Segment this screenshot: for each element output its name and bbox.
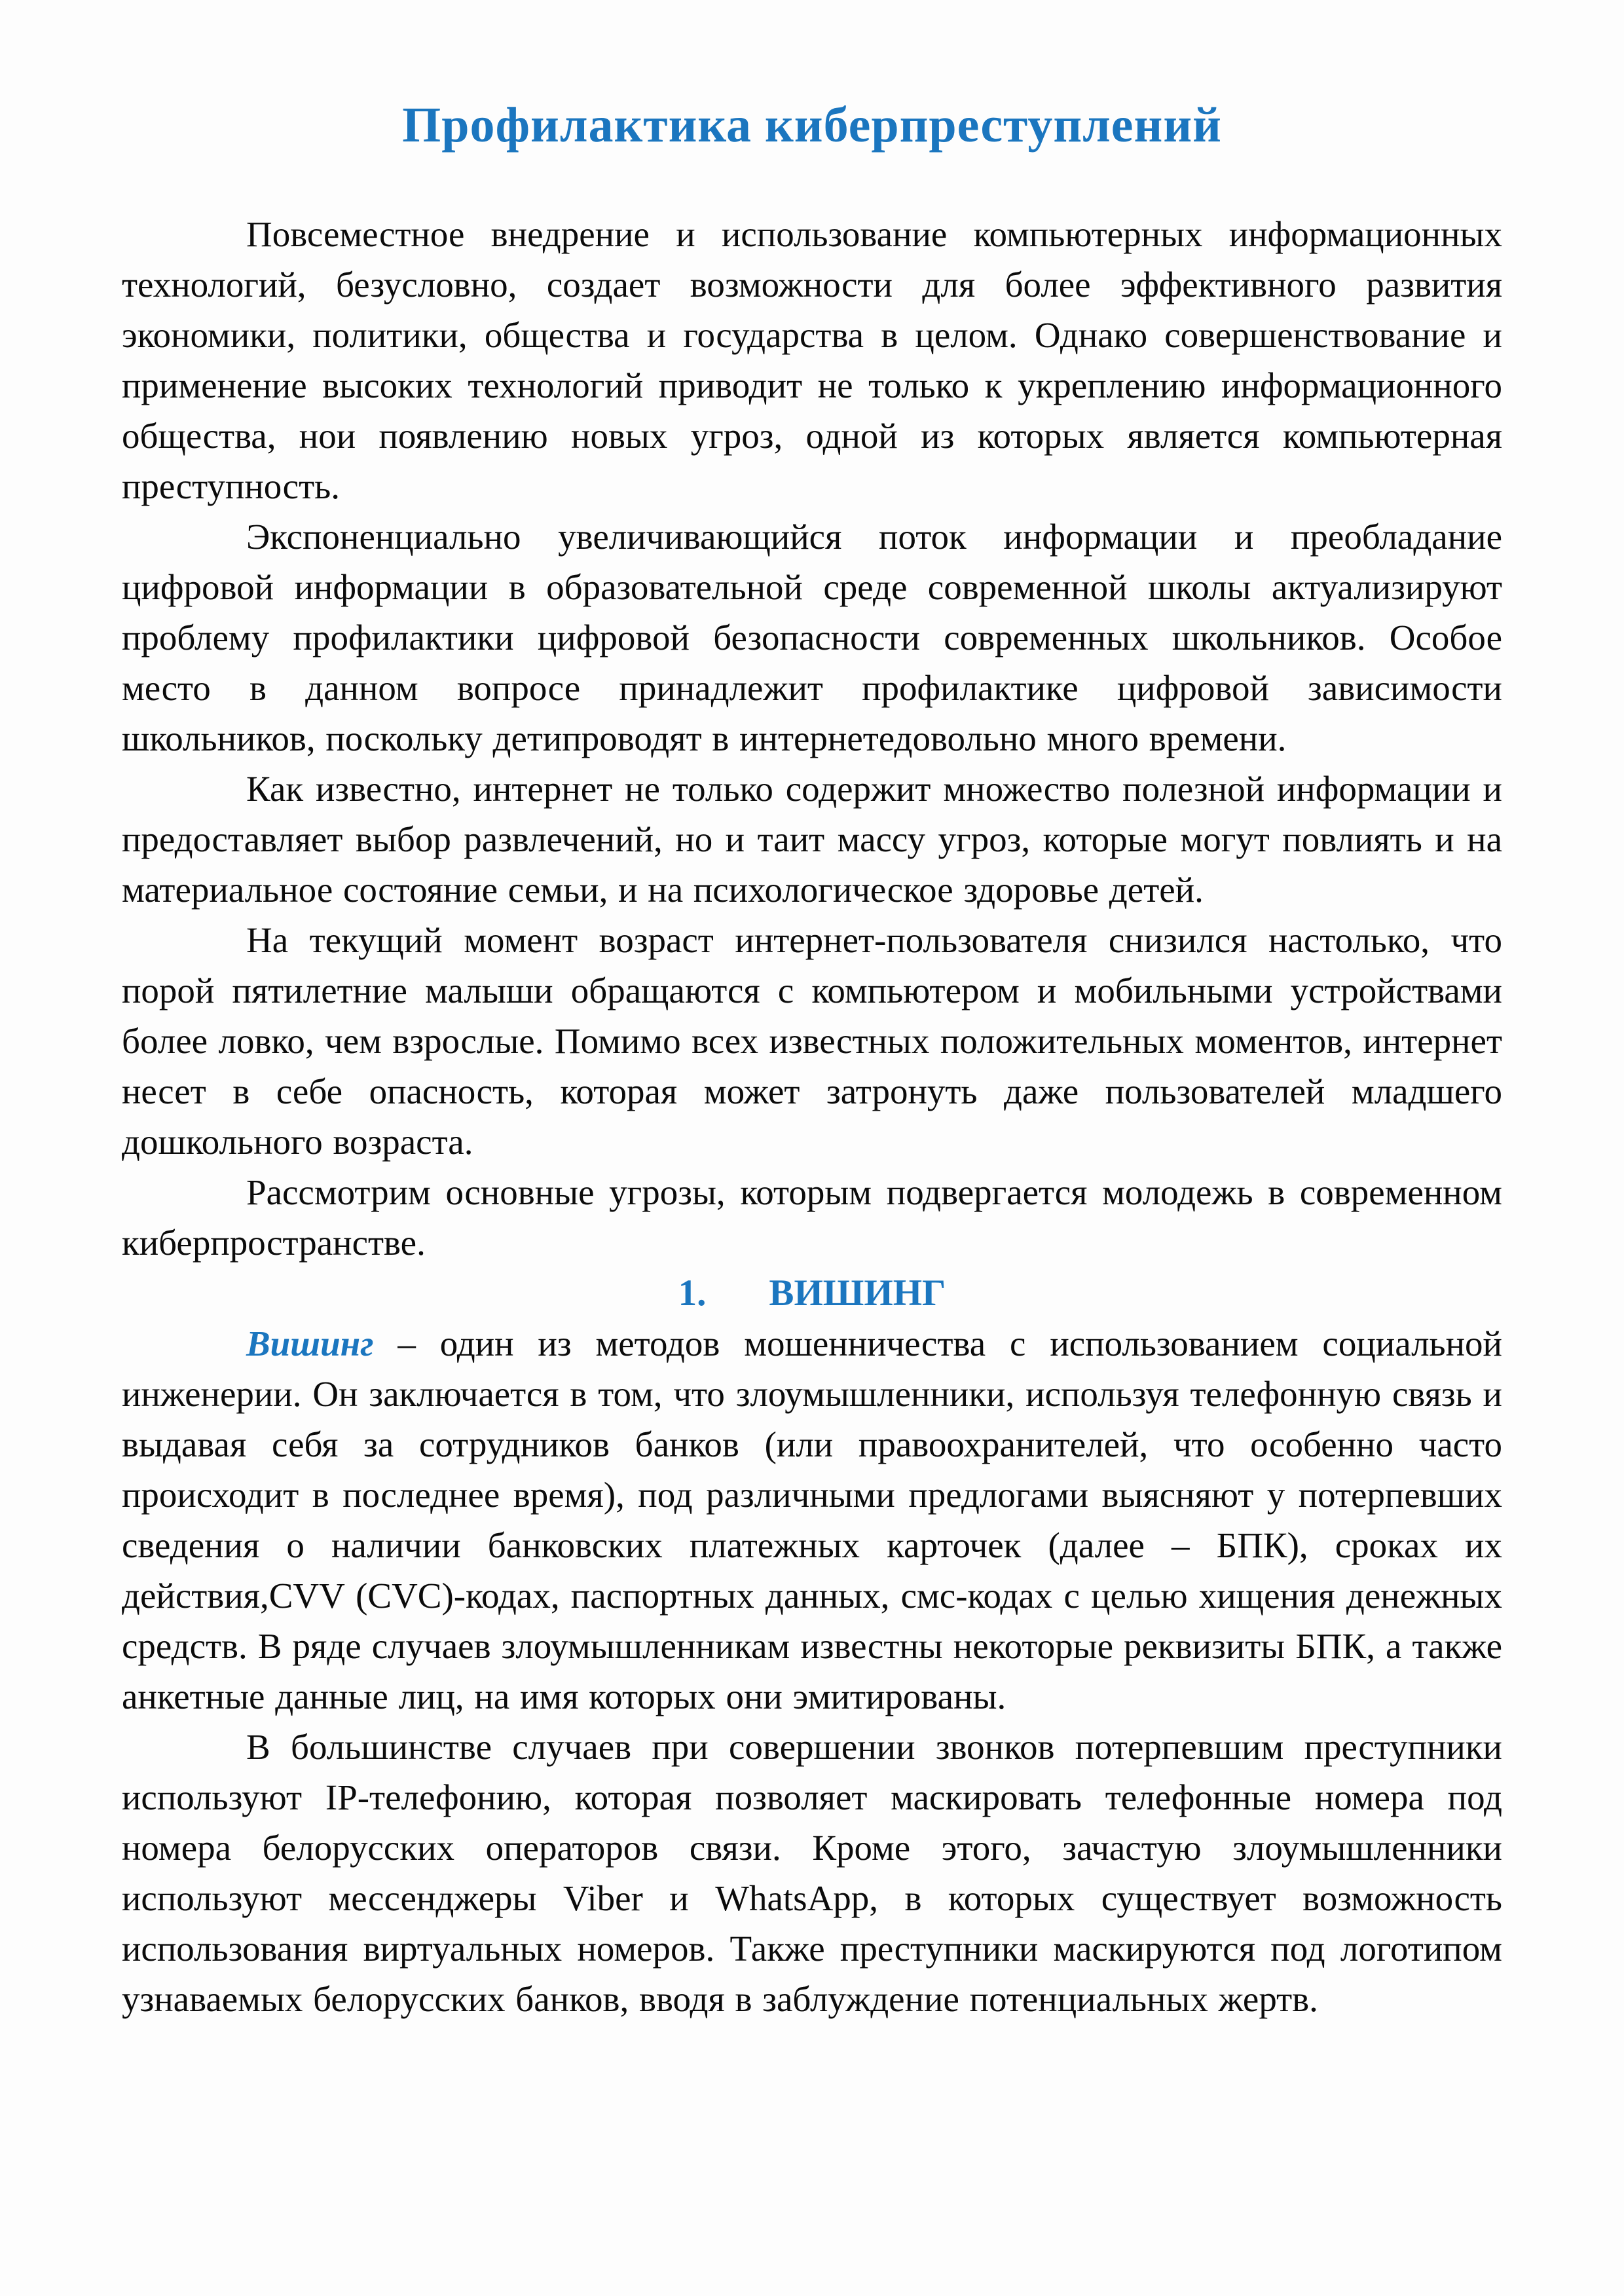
section-1-heading	[122, 1268, 1502, 1318]
document-title: Профилактика киберпреступлений	[402, 98, 1222, 153]
paragraph-vishing-definition	[122, 1318, 1502, 1722]
paragraph-user-age: На текущий момент возраст интернет-пользователя снизился настолько, что порой пятилетние малыши обращаются с компьютером и мобильными устройствами более ловко, чем взрослые. Помимо всех известных положительных моментов, интернет несет в себе опасность, которая может затронуть даже пользователей младшего дошкольного возраста.	[122, 920, 1502, 1162]
paragraph-ip-telephony: В большинстве случаев при совершении звонков потерпевшим преступники используют IP-телефонию, которая позволяет маскировать телефонные номера под номера белорусских операторов связи. Кроме этого, зачастую злоумышленники используют мессенджеры Viber и WhatsApp, в которых существует возможность использования виртуальных номеров. Также преступники маскируются под логотипом узнаваемых белорусских банков, вводя в заблуждение потенциальных жертв.	[122, 1727, 1502, 2020]
paragraph-information-flow: Экспоненциально увеличивающийся поток информации и преобладание цифровой информации в образовательной среде современной школы актуализируют проблему профилактики цифровой безопасности современных школьников. Особое место в данном вопросе принадлежит профилактике цифровой зависимости школьников, поскольку детипроводят в интернетедовольно много времени.	[122, 517, 1502, 759]
paragraph-internet-threats: Как известно, интернет не только содержит множество полезной информации и предоставляет выбор развлечений, но и таит массу угроз, которые могут повлиять и на материальное состояние семьи, и на психологическое здоровье детей.	[122, 769, 1502, 910]
vishing-definition-text: – один из методов мошенничества с использованием социальной инженерии. Он заключается в том, что злоумышленники, используя телефонную связь и выдавая себя за сотрудников банков (или правоохранителей, что особенно часто происходит в последнее время), под различными предлогами выясняют у потерпевших сведения о наличии банковских платежных карточек (далее – БПК), сроках их действия,CVV (CVC)-кодах, паспортных данных, смс-кодах с целью хищения денежных средств. В ряде случаев злоумышленникам известны некоторые реквизиты БПК, а также анкетные данные лиц, на имя которых они эмитированы.	[122, 1324, 1502, 1717]
paragraph-consider-threats: Рассмотрим основные угрозы, которым подвергается молодежь в современном киберпространстве.	[122, 1172, 1502, 1263]
section-1-number: 1.	[678, 1272, 707, 1314]
vishing-term: Вишинг	[246, 1324, 374, 1364]
paragraph-intro-technologies: Повсеместное внедрение и использование компьютерных информационных технологий, безусловно, создает возможности для более эффективного развития экономики, политики, общества и государства в целом. Однако совершенствование и применение высоких технологий приводит не только к укреплению информационного общества, нои появлению новых угроз, одной из которых является компьютерная преступность.	[122, 214, 1502, 507]
section-1-title: ВИШИНГ	[769, 1272, 946, 1314]
